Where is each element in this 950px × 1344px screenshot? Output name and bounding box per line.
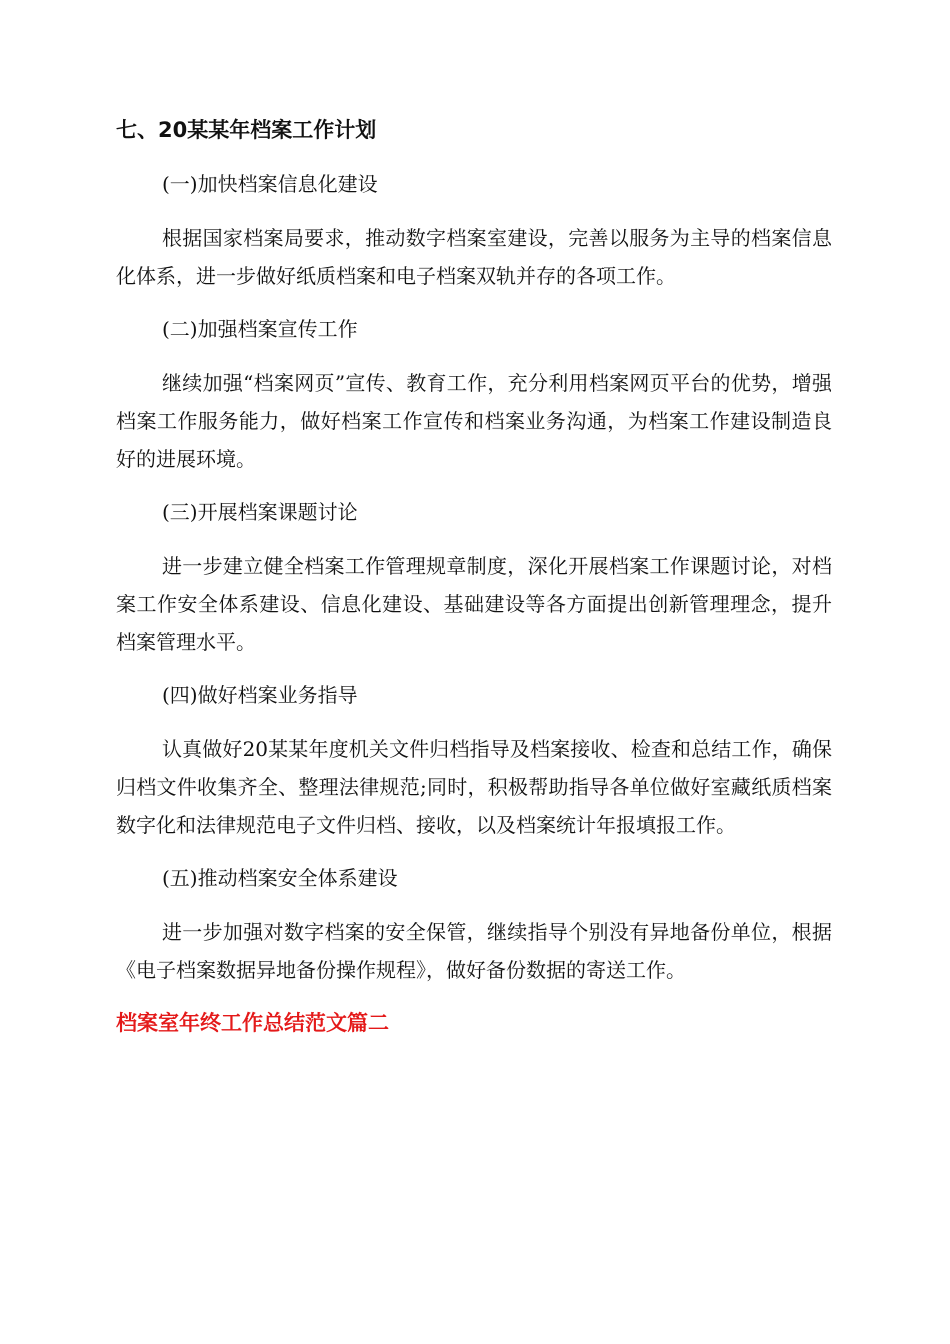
paragraph-1: 根据国家档案局要求，推动数字档案室建设，完善以服务为主导的档案信息化体系，进一步做好纸质档案和电子档案双轨并存的各项工作。	[116, 226, 832, 288]
subheading-2: (二)加强档案宣传工作	[162, 317, 358, 341]
subheading-3: (三)开展档案课题讨论	[162, 500, 358, 524]
next-section-heading: 档案室年终工作总结范文篇二	[116, 1011, 389, 1035]
paragraph-4: 认真做好20某某年度机关文件归档指导及档案接收、检查和总结工作，确保归档文件收集齐全、整理法律规范;同时，积极帮助指导各单位做好室藏纸质档案数字化和法律规范电子文件归档、接收，以及档案统计年报填报工作。	[116, 737, 832, 837]
section-title: 七、20某某年档案工作计划	[116, 118, 377, 142]
subheading-4: (四)做好档案业务指导	[162, 683, 358, 707]
paragraph-5: 进一步加强对数字档案的安全保管，继续指导个别没有异地备份单位，根据《电子档案数据异地备份操作规程》，做好备份数据的寄送工作。	[116, 920, 832, 982]
paragraph-3: 进一步建立健全档案工作管理规章制度，深化开展档案工作课题讨论，对档案工作安全体系建设、信息化建设、基础建设等各方面提出创新管理理念，提升档案管理水平。	[116, 554, 832, 654]
document-body	[116, 112, 832, 1041]
subheading-5: (五)推动档案安全体系建设	[162, 866, 398, 890]
paragraph-2: 继续加强“档案网页”宣传、教育工作，充分利用档案网页平台的优势，增强档案工作服务能力，做好档案工作宣传和档案业务沟通，为档案工作建设制造良好的进展环境。	[116, 371, 832, 471]
subheading-1: (一)加快档案信息化建设	[162, 172, 378, 196]
